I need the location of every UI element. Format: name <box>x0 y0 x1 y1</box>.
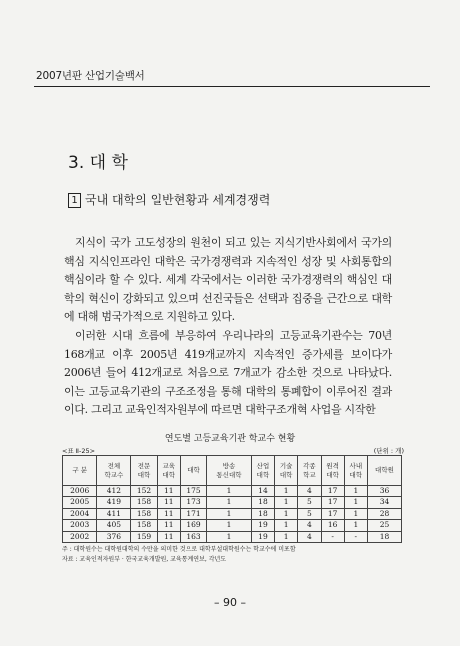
table-cell: 4 <box>298 486 321 497</box>
table-cell: 11 <box>157 508 180 519</box>
table-source: 자료 : 교육인적자원부 · 한국교육개발원, 교육통계연보, 각년도 <box>62 556 227 563</box>
table-cell: 17 <box>321 486 344 497</box>
table-row <box>63 531 402 542</box>
table-cell: 405 <box>97 520 131 531</box>
table-cell: 1 <box>344 520 367 531</box>
table-cell: 169 <box>180 520 206 531</box>
paragraph: 지식이 국가 고도성장의 원천이 되고 있는 지식기반사회에서 국가의 핵심 지식인프라인 대학은 국가경쟁력과 지속적인 성장 및 사회통합의 핵심이라 할 수 있다. 세계 각국에서는 이러한 국가경쟁력의 핵심인 대학의 혁신이 강화되고 있으며 선진국들은 선택과 집중을 근간으로 대학에 대해 범국가적으로 지원하고 있다. <box>64 236 392 324</box>
table-cell: 25 <box>367 520 401 531</box>
table-row <box>63 497 402 508</box>
table-cell: 1 <box>275 486 298 497</box>
header-rule <box>34 86 430 87</box>
table-cell: 1 <box>207 520 252 531</box>
table-cell: 11 <box>157 497 180 508</box>
table-footnote: 주 : 대학원수는 대학원대학의 수만을 의미한 것으로 대학부설대학원수는 학교수에 미포함 <box>62 546 296 553</box>
table-cell: 28 <box>367 508 401 519</box>
table-cell: 1 <box>344 486 367 497</box>
table-cell: 1 <box>344 497 367 508</box>
subsection-number-box: 1 <box>68 193 81 208</box>
table-cell: 5 <box>298 497 321 508</box>
table-cell: 17 <box>321 497 344 508</box>
subsection-heading <box>68 191 270 208</box>
table-cell: - <box>344 531 367 542</box>
table-cell: 1 <box>207 508 252 519</box>
table-cell: 158 <box>131 508 157 519</box>
page-number: – 90 – <box>214 596 246 609</box>
body-text <box>64 234 392 420</box>
table-cell: 4 <box>298 531 321 542</box>
table-cell: 11 <box>157 531 180 542</box>
table-cell: 1 <box>275 531 298 542</box>
table-cell: 19 <box>251 520 274 531</box>
table-cell: 2002 <box>63 531 97 542</box>
table-cell: - <box>321 531 344 542</box>
table-cell: 411 <box>97 508 131 519</box>
table-cell: 419 <box>97 497 131 508</box>
table-row <box>63 508 402 519</box>
table-header-cell: 교육 대학 <box>157 456 180 486</box>
table-header-cell: 원격 대학 <box>321 456 344 486</box>
table-header-cell: 사내 대학 <box>344 456 367 486</box>
institution-count-table <box>62 455 402 543</box>
table-cell: 2003 <box>63 520 97 531</box>
table-header-cell: 전문 대학 <box>131 456 157 486</box>
table-cell: 18 <box>251 497 274 508</box>
table-cell: 19 <box>251 531 274 542</box>
table-cell: 2004 <box>63 508 97 519</box>
table-cell: 4 <box>298 520 321 531</box>
table-cell: 18 <box>251 508 274 519</box>
table-header-cell: 대학 <box>180 456 206 486</box>
table-header-cell: 구 분 <box>63 456 97 486</box>
table-row <box>63 486 402 497</box>
table-cell: 18 <box>367 531 401 542</box>
subsection-title: 국내 대학의 일반현황과 세계경쟁력 <box>85 193 271 207</box>
table-header-cell: 대학원 <box>367 456 401 486</box>
section-title: 3. 대 학 <box>68 153 128 173</box>
table-cell: 152 <box>131 486 157 497</box>
table-cell: 171 <box>180 508 206 519</box>
table-cell: 158 <box>131 520 157 531</box>
table-cell: 412 <box>97 486 131 497</box>
table-cell: 1 <box>275 497 298 508</box>
table-body <box>63 486 402 543</box>
table-cell: 1 <box>275 520 298 531</box>
table-cell: 34 <box>367 497 401 508</box>
table-cell: 11 <box>157 520 180 531</box>
table-header-cell: 각종 학교 <box>298 456 321 486</box>
table-cell: 158 <box>131 497 157 508</box>
table-cell: 17 <box>321 508 344 519</box>
table-cell: 14 <box>251 486 274 497</box>
table-cell: 1 <box>275 508 298 519</box>
table-cell: 2006 <box>63 486 97 497</box>
table-cell: 1 <box>207 531 252 542</box>
paragraph: 이러한 시대 흐름에 부응하여 우리나라의 고등교육기관수는 70년 168개교 이후 2005년 419개교까지 지속적인 증가세를 보이다가 2006년 들어 412개교로 처음으로 7개교가 감소한 것으로 나타났다. 이는 고등교육기관의 구조조정을 통해 대학의 통폐합이 이루어진 결과이다. 그리고 교육인적자원부에 따르면 대학구조개혁 사업을 시작한 <box>64 328 392 417</box>
running-head: 2007년판 산업기술백서 <box>36 70 145 82</box>
table-cell: 173 <box>180 497 206 508</box>
table-cell: 16 <box>321 520 344 531</box>
table-cell: 36 <box>367 486 401 497</box>
table-cell: 2005 <box>63 497 97 508</box>
table-cell: 11 <box>157 486 180 497</box>
table-header-cell: 산업 대학 <box>251 456 274 486</box>
table-cell: 1 <box>344 508 367 519</box>
table-header-cell: 방송 통신대학 <box>207 456 252 486</box>
table-header-row <box>63 456 402 486</box>
table-cell: 159 <box>131 531 157 542</box>
table-label: <표 Ⅱ-25> <box>62 447 96 455</box>
table-header-cell: 기술 대학 <box>275 456 298 486</box>
table-cell: 5 <box>298 508 321 519</box>
table-cell: 1 <box>207 486 252 497</box>
table-title: 연도별 고등교육기관 학교수 현황 <box>164 434 296 444</box>
table-cell: 175 <box>180 486 206 497</box>
table-row <box>63 520 402 531</box>
table-unit: (단위 : 개) <box>373 447 404 455</box>
table-header-cell: 전체 학교수 <box>97 456 131 486</box>
table-cell: 376 <box>97 531 131 542</box>
table-cell: 1 <box>207 497 252 508</box>
table-cell: 163 <box>180 531 206 542</box>
